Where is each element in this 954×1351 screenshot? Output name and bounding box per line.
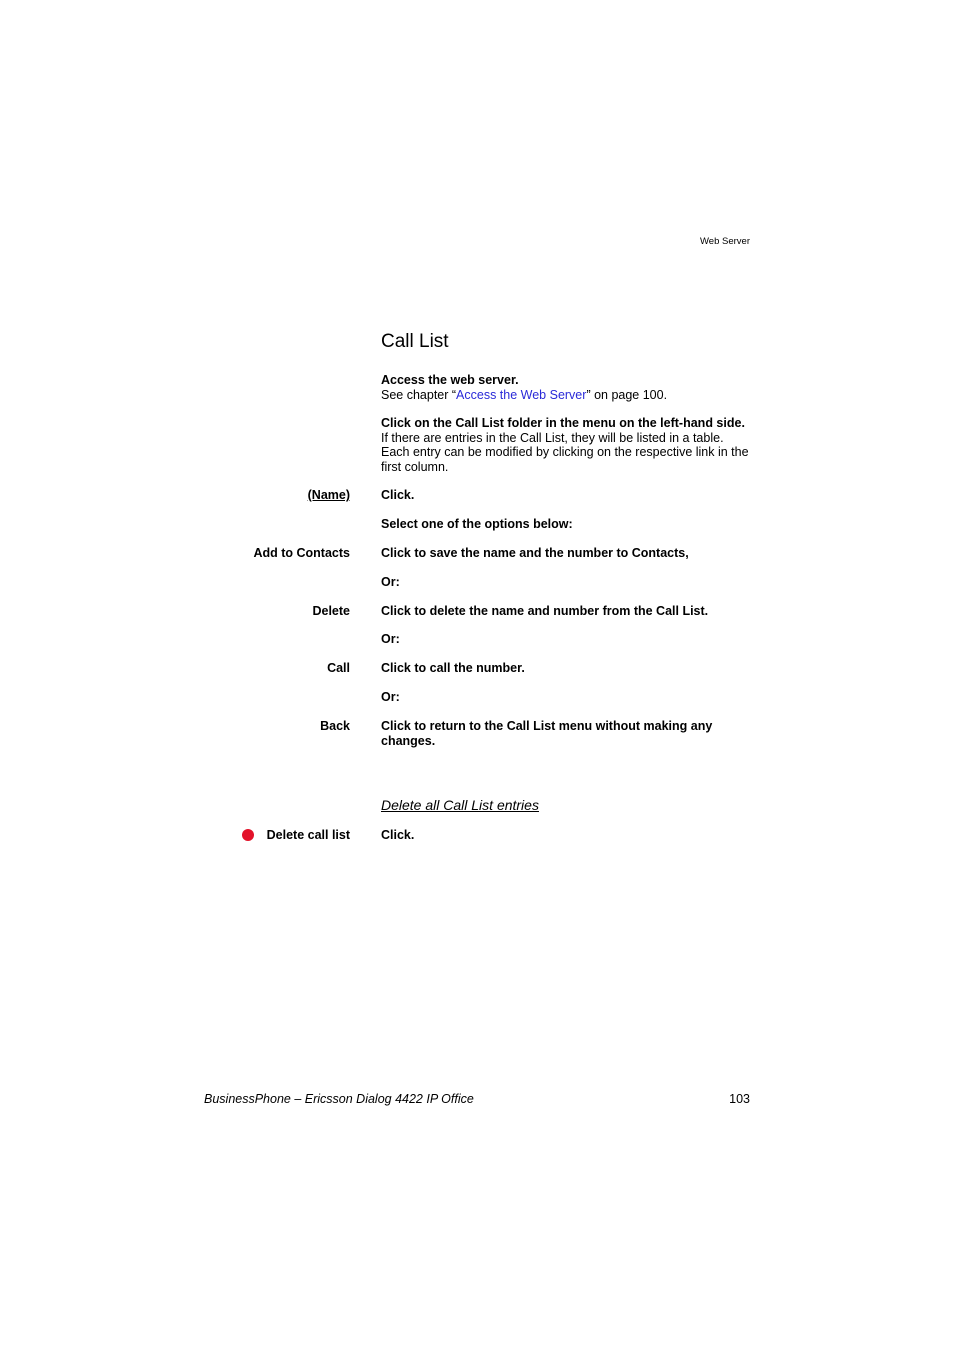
call-action: Click to call the number. <box>381 661 525 675</box>
back-action: Click to return to the Call List menu without making any changes. <box>381 719 713 748</box>
back-label[interactable]: Back <box>320 719 350 733</box>
delete-label[interactable]: Delete <box>312 604 350 618</box>
step-access-web-server <box>381 373 753 402</box>
name-action: Click. <box>381 488 415 502</box>
step-call-list-folder <box>381 416 753 474</box>
step-heading: Click on the Call List folder in the menu on the left-hand side. <box>381 416 745 430</box>
delete-action: Click to delete the name and number from the Call List. <box>381 604 709 618</box>
or-text: Or: <box>381 690 400 704</box>
delete-call-list-label[interactable]: Delete call list <box>266 828 350 842</box>
delete-all-heading: Delete all Call List entries <box>381 797 539 813</box>
or-text: Or: <box>381 632 400 646</box>
add-to-contacts-action: Click to save the name and the number to Contacts, <box>381 546 689 560</box>
add-to-contacts-label[interactable]: Add to Contacts <box>253 546 350 560</box>
page-title: Call List <box>381 331 449 352</box>
page-number: 103 <box>729 1092 750 1106</box>
running-header: Web Server <box>700 236 750 247</box>
step-text: If there are entries in the Call List, they will be listed in a table. Each entry can be modified by clicking on the respective link in the first column. <box>381 430 749 474</box>
name-link-label[interactable]: (Name) <box>307 488 350 502</box>
select-options-text: Select one of the options below: <box>381 517 573 531</box>
call-label[interactable]: Call <box>327 661 350 675</box>
step-text: See chapter “Access the Web Server” on page 100. <box>381 387 668 402</box>
or-text: Or: <box>381 575 400 589</box>
access-web-server-link[interactable]: Access the Web Server <box>456 387 587 402</box>
step-heading: Access the web server. <box>381 373 519 387</box>
footer-book-title: BusinessPhone – Ericsson Dialog 4422 IP Office <box>204 1092 474 1106</box>
delete-call-list-action: Click. <box>381 828 415 842</box>
